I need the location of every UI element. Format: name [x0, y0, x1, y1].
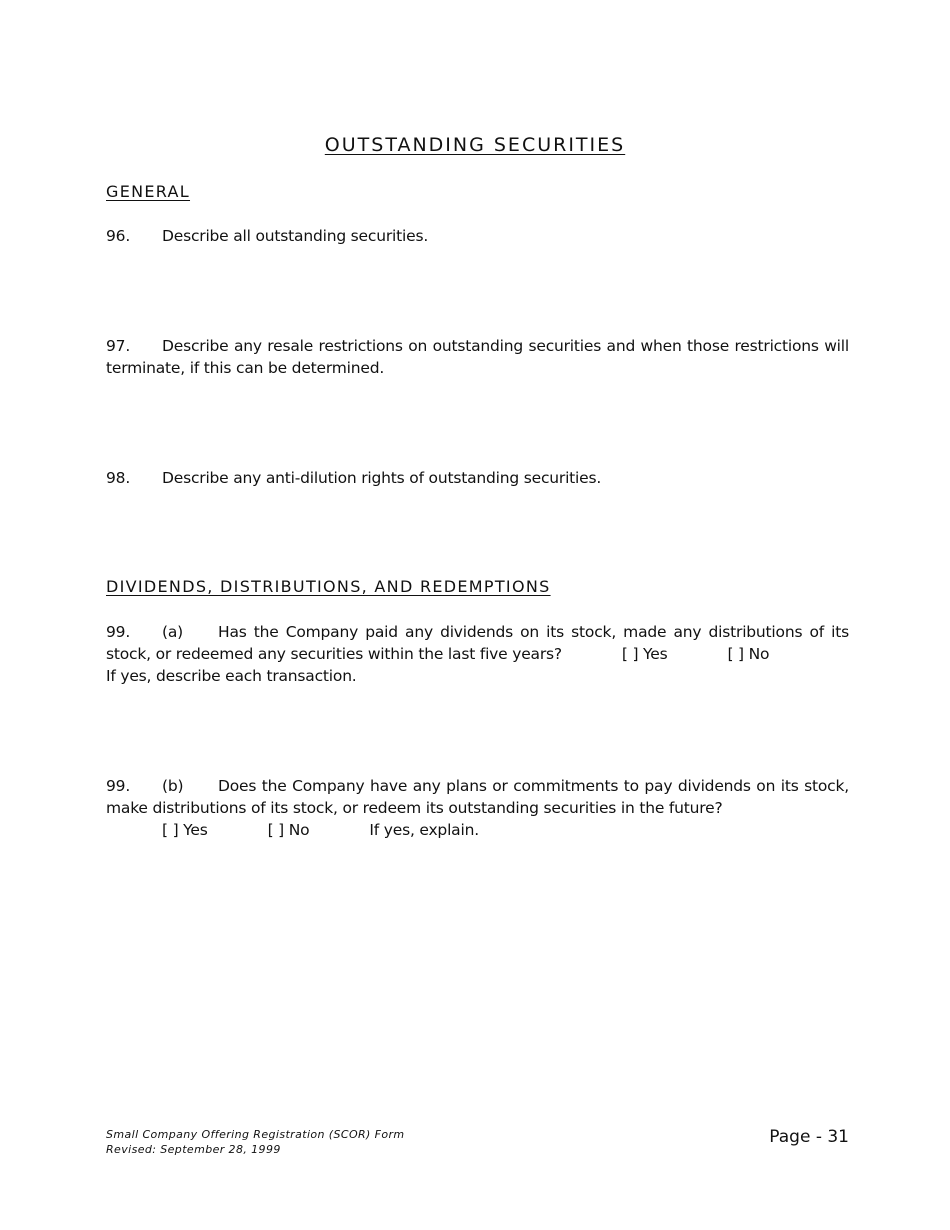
question-followup: If yes, describe each transaction.	[106, 667, 357, 685]
question-text: stock, or redeemed any securities within the last five years?	[106, 645, 562, 663]
question-followup: If yes, explain.	[369, 821, 479, 839]
question-98	[106, 467, 849, 489]
question-99b	[106, 775, 849, 841]
footer-revised-date: Revised: September 28, 1999	[106, 1143, 281, 1156]
page-number: Page - 31	[769, 1127, 849, 1147]
question-text: Does the Company have any plans or commitments to pay dividends on its stock,	[218, 777, 849, 795]
question-number: 99.	[106, 623, 131, 641]
yes-checkbox[interactable]: [ ] Yes	[162, 821, 208, 839]
question-text: Describe any resale restrictions on outstanding securities and when those restrictions will terminate, if this can be determined.	[106, 337, 849, 377]
question-text: Describe all outstanding securities.	[162, 227, 429, 245]
section-heading-general: GENERAL	[106, 182, 191, 201]
yes-checkbox[interactable]: [ ] Yes	[621, 645, 668, 663]
question-number: 99.	[106, 777, 131, 795]
question-sub-label: (a)	[162, 623, 183, 641]
no-checkbox[interactable]: [ ] No	[727, 645, 770, 663]
question-text: make distributions of its stock, or redeem its outstanding securities in the future?	[106, 799, 723, 817]
question-sub-label: (b)	[162, 777, 184, 795]
question-text: Has the Company paid any dividends on its stock, made any distributions of its	[218, 623, 849, 641]
page-title: OUTSTANDING SECURITIES	[324, 134, 626, 156]
question-97	[106, 335, 849, 379]
question-number: 97.	[106, 337, 131, 355]
question-number: 98.	[106, 469, 131, 487]
question-96	[106, 225, 849, 247]
footer-form-name: Small Company Offering Registration (SCOR) Form	[106, 1128, 405, 1141]
question-99a	[106, 621, 849, 687]
question-number: 96.	[106, 227, 131, 245]
question-text: Describe any anti-dilution rights of outstanding securities.	[162, 469, 602, 487]
no-checkbox[interactable]: [ ] No	[267, 821, 310, 839]
footer-form-info	[106, 1127, 405, 1157]
section-heading-dividends: DIVIDENDS, DISTRIBUTIONS, AND REDEMPTIONS	[106, 577, 551, 596]
